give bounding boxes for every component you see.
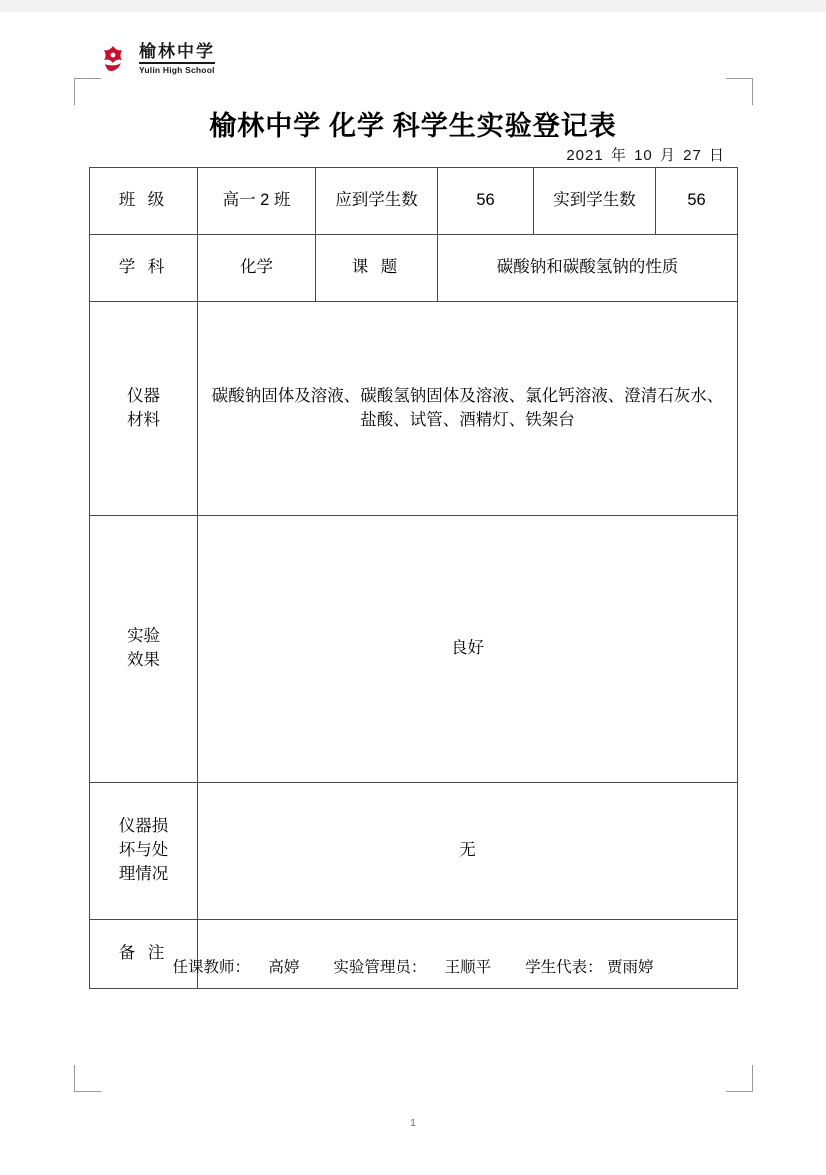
label-expected-students: 应到学生数 — [316, 168, 438, 235]
school-emblem-icon — [97, 42, 131, 76]
value-experiment-result: 良好 — [198, 516, 738, 783]
table-row — [90, 168, 738, 235]
label-experiment-result — [90, 516, 198, 783]
date-day: 27 — [683, 147, 702, 164]
manager-name: 王顺平 — [444, 959, 492, 976]
label-subject: 学 科 — [90, 235, 198, 302]
date-year: 2021 — [566, 147, 604, 164]
student-representative-signature — [525, 955, 653, 977]
date-year-unit: 年 — [610, 147, 627, 164]
manager-signature — [333, 955, 491, 977]
table-row — [90, 235, 738, 302]
label-equipment-line2: 材料 — [127, 410, 160, 429]
label-topic: 课 题 — [316, 235, 438, 302]
label-result-line2: 效果 — [127, 651, 160, 669]
experiment-registration-table — [89, 167, 738, 989]
table-row — [90, 783, 738, 920]
value-topic: 碳酸钠和碳酸氢钠的性质 — [438, 235, 738, 302]
teacher-signature — [172, 955, 299, 977]
school-name-cn: 榆林中学 — [139, 41, 215, 61]
school-logo-text — [139, 43, 215, 76]
crop-mark-bottom-right — [726, 1065, 753, 1092]
value-actual-students: 56 — [656, 168, 738, 235]
school-logo — [97, 42, 215, 76]
page-title: 榆林中学 化学 科学生实验登记表 — [209, 111, 617, 141]
teacher-label: 任课教师： — [172, 959, 250, 976]
value-expected-students: 56 — [438, 168, 534, 235]
table-row — [90, 516, 738, 783]
date-month: 10 — [634, 147, 653, 164]
label-damage-line1: 仪器损 — [118, 817, 169, 836]
value-equipment-damage: 无 — [198, 783, 738, 920]
signature-row — [89, 955, 737, 977]
label-equipment-materials — [90, 302, 198, 516]
date-day-unit: 日 — [708, 147, 725, 164]
table-row — [90, 302, 738, 516]
value-remarks — [198, 920, 738, 989]
label-remarks: 备 注 — [90, 920, 198, 989]
label-damage-line3: 理情况 — [118, 864, 169, 883]
label-damage-line2: 坏与处 — [118, 841, 169, 860]
label-equipment-line1: 仪器 — [127, 386, 160, 405]
teacher-name: 高婷 — [268, 959, 300, 976]
date-month-unit: 月 — [659, 147, 676, 164]
label-result-line1: 实验 — [127, 627, 160, 646]
page-number: 1 — [410, 1118, 416, 1129]
value-subject: 化学 — [198, 235, 316, 302]
manager-label: 实验管理员： — [333, 959, 427, 976]
page-top-margin — [0, 0, 826, 12]
date-line — [0, 144, 826, 165]
value-class: 高一 2 班 — [198, 168, 316, 235]
crop-mark-top-right — [726, 78, 753, 105]
logo-divider — [139, 62, 215, 64]
label-actual-students: 实到学生数 — [534, 168, 656, 235]
crop-mark-bottom-left — [74, 1065, 101, 1092]
school-name-en: Yulin High School — [139, 65, 215, 76]
label-class: 班 级 — [90, 168, 198, 235]
table-row — [90, 920, 738, 989]
label-equipment-damage — [90, 783, 198, 920]
value-equipment-materials: 碳酸钠固体及溶液、碳酸氢钠固体及溶液、氯化钙溶液、澄清石灰水、盐酸、试管、酒精灯、铁架台 — [198, 302, 738, 516]
crop-mark-top-left — [74, 78, 101, 105]
student-label: 学生代表： — [525, 959, 603, 976]
student-name: 贾雨婷 — [607, 959, 654, 976]
